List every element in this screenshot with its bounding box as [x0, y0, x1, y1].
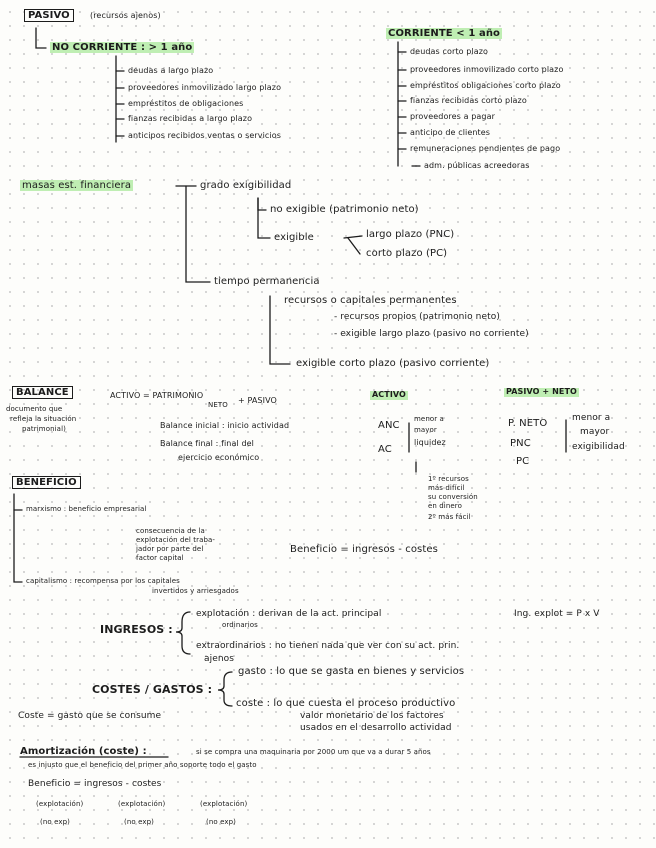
- no-corriente-item: empréstitos de obligaciones: [128, 99, 244, 108]
- ingresos-brace: [176, 612, 190, 654]
- grado-exigibilidad: grado exigibilidad: [200, 180, 292, 191]
- balance-formula-neto: NETO: [208, 401, 228, 409]
- masas-root: masas est. financiera: [22, 180, 132, 191]
- pasivo-neto-header: PASIVO + NETO: [506, 387, 577, 396]
- liquidez-note: más difícil: [428, 484, 465, 492]
- pc-label: PC: [516, 456, 530, 467]
- corriente-item: proveedores inmovilizado corto plazo: [410, 65, 564, 74]
- costes-brace: [218, 672, 232, 706]
- marxismo-sub: consecuencia de la: [136, 527, 205, 535]
- liquidez-note: su conversión: [428, 493, 478, 501]
- recursos-propios: - recursos propios (patrimonio neto): [334, 312, 500, 322]
- liquidez-note: en dinero: [428, 502, 463, 510]
- pasivo-title: PASIVO: [24, 9, 74, 22]
- exigible-largo: - exigible largo plazo (pasivo no corriente): [334, 329, 529, 339]
- amortizacion-text: si se compra una maquinaria por 2000 um que va a durar 5 años: [196, 748, 431, 756]
- amortizacion-title: Amortización (coste) :: [20, 746, 147, 757]
- ingresos-formula: Ing. explot = P x V: [514, 609, 600, 619]
- ac-label: AC: [378, 444, 392, 455]
- beneficio-formula: Beneficio = ingresos - costes: [290, 544, 438, 555]
- coste-gasto-def: Coste = gasto que se consume: [18, 711, 162, 721]
- no-exigible: no exigible (patrimonio neto): [270, 204, 419, 215]
- corriente-item: empréstitos obligaciones corto plazo: [410, 81, 561, 90]
- tiempo-permanencia: tiempo permanencia: [214, 276, 320, 287]
- amortizacion-formula: Beneficio = ingresos - costes: [28, 779, 162, 789]
- coste-sub: usados en el desarrollo actividad: [300, 723, 452, 733]
- balance-desc: patrimonial): [22, 425, 66, 433]
- connector-ticks: [116, 71, 124, 136]
- amortizacion-text: es injusto que el beneficio del primer año soporte todo el gasto: [28, 761, 257, 769]
- coste-def: coste : lo que cuesta el proceso productivo: [236, 698, 456, 709]
- balance-desc: refleja la situación: [10, 415, 77, 423]
- marxismo-sub: factor capital: [136, 554, 184, 562]
- no-corriente-item: proveedores inmovilizado largo plazo: [128, 83, 282, 92]
- pasivo-subtitle: (recursos ajenos): [90, 11, 161, 20]
- largo-plazo: largo plazo (PNC): [366, 229, 455, 240]
- beneficio-title: BENEFICIO: [12, 476, 81, 489]
- amortizacion-sub: (no exp): [206, 818, 236, 826]
- amortizacion-sub: (no exp): [40, 818, 70, 826]
- exigible-corto: exigible corto plazo (pasivo corriente): [296, 358, 490, 369]
- ingresos-extraordinarios: extraordinarios : no tienen nada que ver con su act. prin.: [196, 641, 460, 651]
- marxismo-sub: explotación del traba-: [136, 536, 216, 544]
- exigibilidad-note: menor a: [572, 413, 611, 423]
- balance-final: Balance final : final del: [160, 439, 254, 448]
- balance-desc: documento que: [6, 405, 63, 413]
- amortizacion-sub: (no exp): [124, 818, 154, 826]
- connector-line: [344, 236, 362, 254]
- menor-label: menor a: [414, 415, 444, 423]
- exigible: exigible: [274, 232, 314, 243]
- recursos-permanentes: recursos o capitales permanentes: [284, 295, 457, 306]
- marxismo-line: marxismo : beneficio empresarial: [26, 505, 147, 513]
- pnc-label: PNC: [510, 438, 531, 449]
- no-corriente-item: deudas a largo plazo: [128, 66, 214, 75]
- amortizacion-sub: (explotación): [118, 800, 166, 808]
- corriente-item: proveedores a pagar: [410, 112, 495, 121]
- connector-line: [270, 296, 290, 364]
- ingresos-label: INGRESOS :: [100, 623, 173, 636]
- liquidez-label: liquidez: [414, 438, 446, 447]
- liquidez-note: 1º recursos: [428, 475, 469, 483]
- connector-line: [186, 186, 210, 282]
- mayor-label: mayor: [414, 426, 437, 434]
- ingresos-ordinarios: ordinarios: [222, 621, 258, 629]
- balance-title: BALANCE: [12, 386, 73, 399]
- corto-plazo: corto plazo (PC): [366, 248, 448, 259]
- capitalismo-line: capitalismo : recompensa por los capitales: [26, 577, 180, 585]
- connector-line: [258, 198, 266, 210]
- marxismo-sub: jador por parte del: [136, 545, 204, 553]
- no-corriente-item: anticipos recibidos ventas o servicios: [128, 131, 282, 140]
- gasto-def: gasto : lo que se gasta en bienes y servicios: [238, 666, 465, 677]
- pneto-label: P. NETO: [508, 418, 548, 429]
- amortizacion-sub: (explotación): [36, 800, 84, 808]
- corriente-item: adm. públicas acreedoras: [424, 161, 530, 170]
- coste-sub: valor monetario de los factores: [300, 711, 444, 721]
- costes-label: COSTES / GASTOS :: [92, 683, 213, 696]
- amortizacion-sub: (explotación): [200, 800, 248, 808]
- corriente-item: remuneraciones pendientes de pago: [410, 144, 561, 153]
- connector-line: [258, 198, 270, 238]
- balance-formula: ACTIVO = PATRIMONIO: [110, 391, 204, 400]
- corriente-label: CORRIENTE < 1 año: [388, 28, 501, 39]
- balance-inicial: Balance inicial : inicio actividad: [160, 421, 290, 430]
- corriente-item: fianzas recibidas corto plazo: [410, 96, 527, 105]
- balance-formula-pasivo: + PASIVO: [238, 396, 277, 405]
- connector-arrow: [36, 28, 46, 48]
- ingresos-explotacion: explotación : derivan de la act. principal: [196, 609, 382, 619]
- capitalismo-sub: invertidos y arriesgados: [152, 587, 239, 595]
- corriente-item: deudas corto plazo: [410, 47, 489, 56]
- ingresos-ajenos: ajenos: [204, 654, 235, 664]
- connector-line: [14, 494, 22, 582]
- activo-header: ACTIVO: [372, 390, 406, 399]
- balance-final: ejercicio económico: [178, 453, 260, 462]
- no-corriente-label: NO CORRIENTE : > 1 año: [52, 42, 193, 53]
- corriente-item: anticipo de clientes: [410, 128, 491, 137]
- exigibilidad-note: mayor: [580, 427, 610, 437]
- no-corriente-item: fianzas recibidas a largo plazo: [128, 114, 253, 123]
- exigibilidad-note: exigibilidad: [572, 442, 625, 452]
- liquidez-note: 2º más fácil: [428, 513, 471, 521]
- anc-label: ANC: [378, 420, 400, 431]
